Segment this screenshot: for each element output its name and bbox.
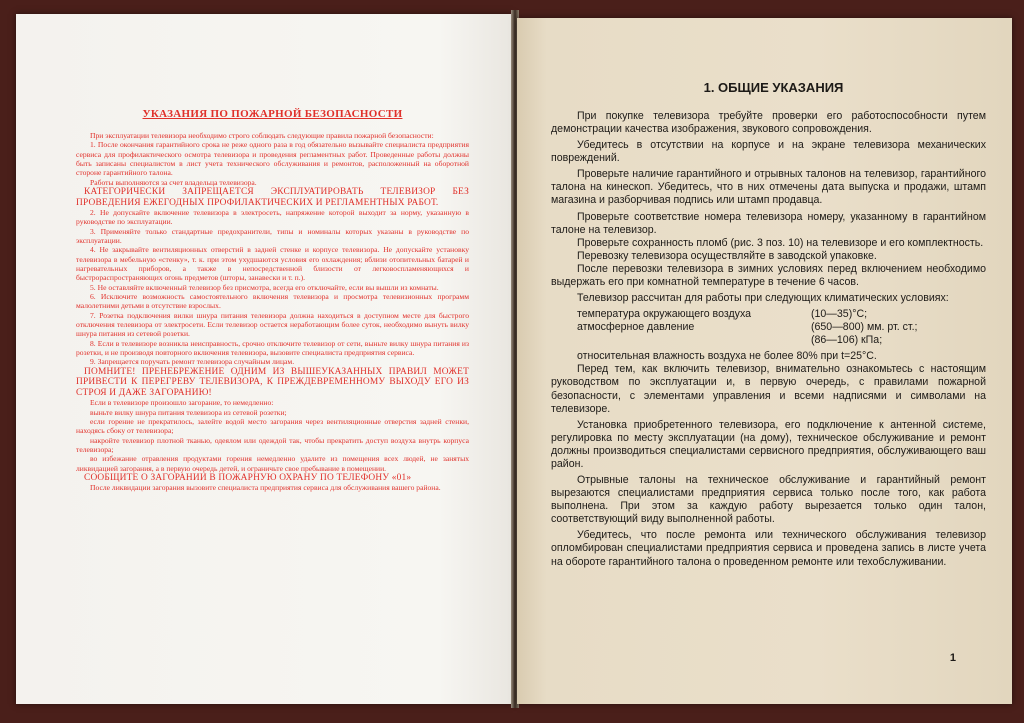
fs-paragraph: 5. Не оставляйте включенный телевизор без присмотра, всегда его отключайте, если вы вышли из комнаты. [90,282,439,292]
right-page [517,18,1012,704]
fs-paragraph: При эксплуатации телевизора необходимо строго соблюдать следующие правила пожарной безопасности: [90,131,434,140]
gi-paragraph: Перед тем, как включить телевизор, внимательно ознакомьтесь с настоящим руководством по эксплуатации и, в первую очередь, с правилами пожарной безопасности, с элементами управления и всеми надписями и символами на телевизоре. [551,363,986,415]
fs-paragraph: 9. Запрещается поручать ремонт телевизора случайным лицам. [90,357,295,367]
general-instructions-title: 1. ОБЩИЕ УКАЗАНИЯ [703,80,844,95]
fs-warning: СООБЩИТЕ О ЗАГОРАНИИ В ПОЖАРНУЮ ОХРАНУ ПО ТЕЛЕФОНУ «01» [84,472,412,483]
fs-paragraph: если горение не прекратилось, залейте водой место загорания через вентиляционные отверстия задней стенки, находясь сбоку от телевизора; [76,416,469,436]
fs-warning: КАТЕГОРИЧЕСКИ ЗАПРЕЩАЕТСЯ ЭКСПЛУАТИРОВАТЬ ТЕЛЕВИЗОР БЕЗ ПРОВЕДЕНИЯ ЕЖЕГОДНЫХ ПРОФИЛАКТИЧЕСКИХ И РЕГЛАМЕНТНЫХ РАБОТ. [76,186,469,208]
climate-value: (10—35)°С; [811,308,868,321]
gi-paragraph: Перевозку телевизора осуществляйте в заводской упаковке. [577,249,877,262]
climate-row [551,334,986,347]
climate-conditions [551,308,986,347]
climate-label: атмосферное давление [577,321,695,334]
fs-paragraph: Работы выполняются за счет владельца телевизора. [90,177,257,187]
gi-paragraph: Установка приобретенного телевизора, его подключение к антенной системе, регулировка по месту эксплуатации (на дому), техническое обслуживание и ремонт должны производиться специалистами сервисного предприятия, обслуживающего ваш район. [551,418,986,470]
gi-paragraph: При покупке телевизора требуйте проверки его работоспособности путем демонстрации качества изображения, звукового сопровождения. [551,110,986,136]
climate-value: (86—106) кПа; [811,334,883,347]
gi-paragraph: Проверьте сохранность пломб (рис. 3 поз. 10) на телевизоре и его комплектность. [577,236,984,249]
fs-paragraph: После ликвидации загорания вызовите специалиста предприятия сервиса для обслуживания вашего района. [90,483,441,493]
gi-paragraph: Проверьте соответствие номера телевизора номеру, указанному в гарантийном талоне на телевизор. [551,210,986,236]
gi-paragraph: Отрывные талоны на техническое обслуживание и гарантийный ремонт вырезаются специалистами предприятия сервиса только после того, как работа выполнена. При этом за каждую работу вырезается только один талон, соответствующий виду выполненной работы. [551,474,986,526]
climate-label [551,334,811,347]
fire-safety-text [76,131,469,493]
fire-safety-title: УКАЗАНИЯ ПО ПОЖАРНОЙ БЕЗОПАСНОСТИ [142,108,403,120]
climate-row [551,308,986,321]
fs-paragraph: 3. Применяйте только стандартные предохранители, типы и номиналы которых указаны в руководстве по эксплуатации. [76,226,469,246]
gi-paragraph: Убедитесь, что после ремонта или технического обслуживания телевизор опломбирован специалистами предприятия сервиса и проведена запись в листе учета на обороте гарантийного талона о проведенном ремонте или техобслуживании. [551,529,986,568]
climate-label: температура окружающего воздуха [577,308,752,321]
gi-paragraph: После перевозки телевизора в зимних условиях перед включением необходимо выдержать его при комнатной температуре в течение 6 часов. [551,262,986,288]
fs-paragraph: 2. Не допускайте включение телевизора в электросеть, напряжение которой выходит за норму, указанную в руководстве по эксплуатации. [76,208,469,227]
general-instructions-text [551,110,986,569]
fs-paragraph: 8. Если в телевизоре возникла неисправность, срочно отключите телевизор от сети, выньте вилку шнура питания из розетки, и не производя повторного включения телевизора, вызовите специалиста предприятия сервиса. [76,338,469,357]
left-page [16,14,513,704]
gi-paragraph: Проверьте наличие гарантийного и отрывных талонов на телевизор, гарантийного талона на кинескоп. Убедитесь, что в них отмечены дата выпуска и продажи, штамп магазина и разборчивая подпись или штамп продавца. [551,168,986,207]
fs-paragraph: выньте вилку шнура питания телевизора из сетевой розетки; [90,407,287,417]
gi-paragraph: Телевизор рассчитан для работы при следующих климатических условиях: [577,292,949,305]
fs-paragraph: Если в телевизоре произошло загорание, то немедленно: [90,398,274,408]
fs-paragraph: накройте телевизор плотной тканью, одеялом или одеждой так, чтобы прекратить доступ воздуха внутрь корпуса телевизора; [76,435,469,454]
fs-paragraph: 7. Розетка подключения вилки шнура питания телевизора должна находиться в доступном месте для быстрого отключения телевизора от электросети. Если телевизор остается неработающим более суток, необходимо вынуть вилку шнура питания из сетевой розетки. [76,310,469,339]
gi-paragraph: Убедитесь в отсутствии на корпусе и на экране телевизора механических повреждений. [551,139,986,165]
fs-paragraph: во избежание отравления продуктами горения немедленно удалите из помещения всех людей, не занятых ликвидацией загорания, а в первую очередь детей, и ограничьте свое пребывание в помещении. [76,454,469,473]
climate-row [551,321,986,334]
fs-warning: ПОМНИТЕ! ПРЕНЕБРЕЖЕНИЕ ОДНИМ ИЗ ВЫШЕУКАЗАННЫХ ПРАВИЛ МОЖЕТ ПРИВЕСТИ К ПЕРЕГРЕВУ ТЕЛЕВИЗОРА, К ПРЕЖДЕВРЕМЕННОМУ ВЫХОДУ ЕГО ИЗ СТРОЯ И ДАЖЕ ЗАГОРАНИЮ! [76,366,469,398]
page-number: 1 [949,652,956,664]
humidity-line: относительная влажность воздуха не более 80% при t=25°С. [577,350,877,363]
climate-value: (650—800) мм. рт. ст.; [811,321,918,334]
fs-paragraph: 4. Не закрывайте вентиляционных отверстий в задней стенке и корпусе телевизора. Не допускайте установку телевизора в мебельную «стенку», т. к. при этом ухудшаются условия его охлаждения; вблизи отопительных батарей и нагревательных приборов, а также в непосредственной близости от легковоспламеняющихся и быстрораспространяющих огонь предметов (шторы, занавески и т. п.). [76,245,469,283]
fs-paragraph: 1. После окончания гарантийного срока не реже одного раза в год обязательно вызывайте специалиста предприятия сервиса для профилактического осмотра телевизора и проведения регламентных работ. Проведенные работы должны быть записаны специалистом в лист учета технического обслуживания и ремонтов, расположенный на оборотной стороне гарантийного талона. [76,140,469,178]
fs-paragraph: 6. Исключите возможность самостоятельного включения телевизора и просмотра телевизионных программ малолетними детьми в отсутствие взрослых. [76,291,469,311]
